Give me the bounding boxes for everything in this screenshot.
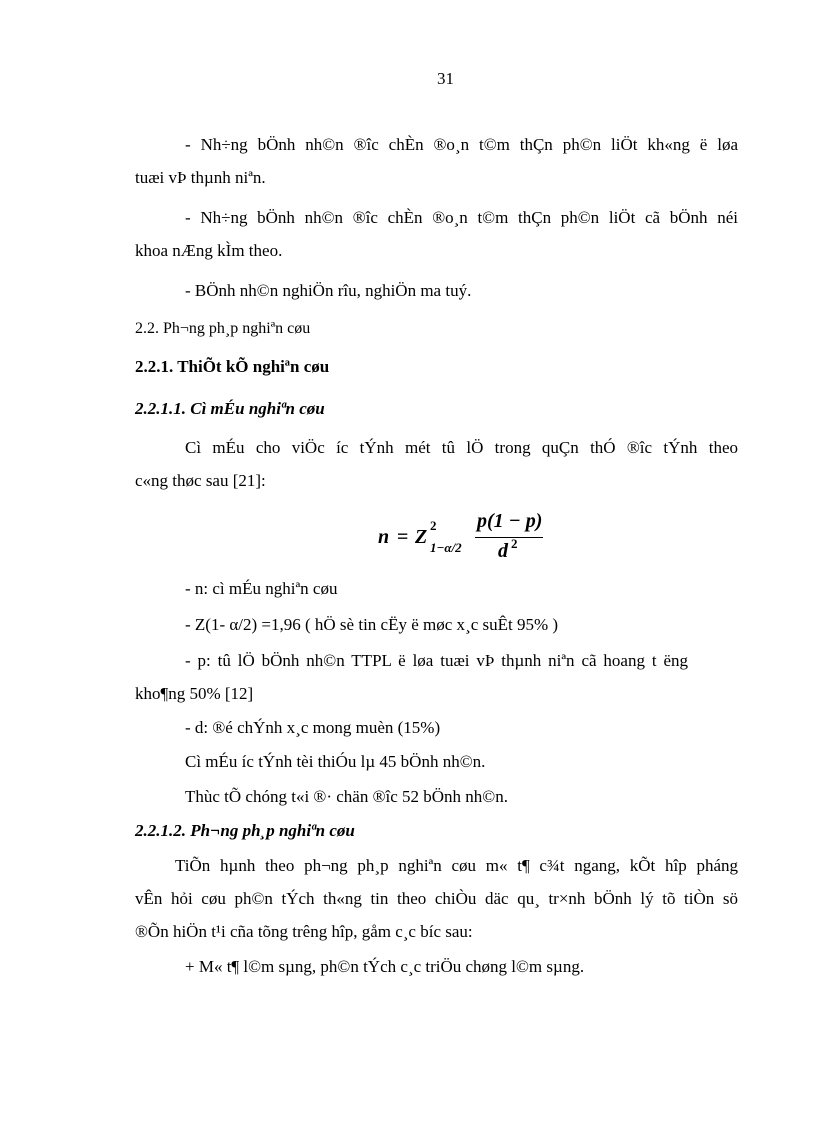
exclusion-criterion-1-cont: tuæi vÞ thµnh niªn.	[135, 168, 266, 187]
variable-z: - Z(1- α/2) =1,96 ( hÖ sè tin cËy ë møc x¸c suÊt 95% )	[185, 615, 559, 634]
exclusion-criterion-2: - Nh÷ng bÖnh nh©n ®îc chÈn ®o¸n t©m thÇn ph©n liÖt cã bÖnh néi	[185, 208, 738, 227]
exclusion-criterion-1: - Nh÷ng bÖnh nh©n ®îc chÈn ®o¸n t©m thÇn ph©n liÖt kh«ng ë løa	[185, 135, 738, 154]
actual-sample: Thùc tÕ chóng t«i ®· chän ®îc 52 bÖnh nh©n.	[185, 787, 508, 806]
page-number: 31	[437, 69, 454, 88]
formula-z-power: 2	[430, 518, 437, 533]
formula-denominator: d	[498, 540, 508, 562]
formula-n: n	[378, 526, 390, 548]
section-heading-2-2-1-2: 2.2.1.2. Ph¬ng ph¸p nghiªn cøu	[135, 821, 355, 840]
exclusion-criterion-2-cont: khoa nÆng kÌm theo.	[135, 241, 283, 260]
formula-z-subscript: 1−α/2	[430, 540, 462, 555]
estimated-sample: Cì mÉu íc tÝnh tèi thiÓu lµ 45 bÖnh nh©n.	[185, 752, 486, 771]
formula-fraction-bar	[475, 537, 543, 538]
sample-size-intro-cont: c«ng thøc sau [21]:	[135, 471, 266, 490]
method-description: TiÕn hµnh theo ph¬ng ph¸p nghiªn cøu m« t¶ c¾t ngang, kÕt hîp pháng	[175, 856, 738, 875]
section-heading-2-2-1: 2.2.1. ThiÕt kÕ nghiªn cøu	[135, 357, 330, 376]
variable-p: - p: tû lÖ bÖnh nh©n TTPL ë løa tuæi vÞ thµnh niªn cã hoang t ëng	[185, 651, 688, 670]
section-heading-2-2: 2.2. Ph¬ng ph¸p nghiªn cøu	[135, 320, 311, 337]
variable-n: - n: cì mÉu nghiªn cøu	[185, 579, 338, 598]
method-step-1: + M« t¶ l©m sµng, ph©n tÝch c¸c triÖu chøng l©m sµng.	[185, 957, 585, 976]
formula-numerator: p(1 − p)	[477, 510, 543, 532]
sample-size-formula	[378, 508, 548, 566]
exclusion-criterion-3: - BÖnh nh©n nghiÖn rîu, nghiÖn ma tuý.	[185, 281, 472, 300]
formula-denominator-power: 2	[511, 536, 518, 551]
method-description-cont-2: ®Õn hiÖn t¹i cña tõng trêng hîp, gåm c¸c bíc sau:	[135, 922, 473, 941]
method-description-cont-1: vÊn hỏi cøu ph©n tÝch th«ng tin theo chiÒu däc qu¸ tr×nh bÖnh lý tõ tiÒn sö	[135, 889, 738, 908]
variable-p-cont: kho¶ng 50% [12]	[135, 684, 254, 703]
formula-equals: =	[397, 526, 409, 548]
formula-z: Z	[415, 526, 428, 548]
variable-d: - d: ®é chÝnh x¸c mong muèn (15%)	[185, 718, 441, 737]
sample-size-intro: Cì mÉu cho viÖc íc tÝnh mét tû lÖ trong quÇn thÓ ®îc tÝnh theo	[185, 438, 738, 457]
section-heading-2-2-1-1: 2.2.1.1. Cì mÉu nghiªn cøu	[135, 399, 325, 418]
